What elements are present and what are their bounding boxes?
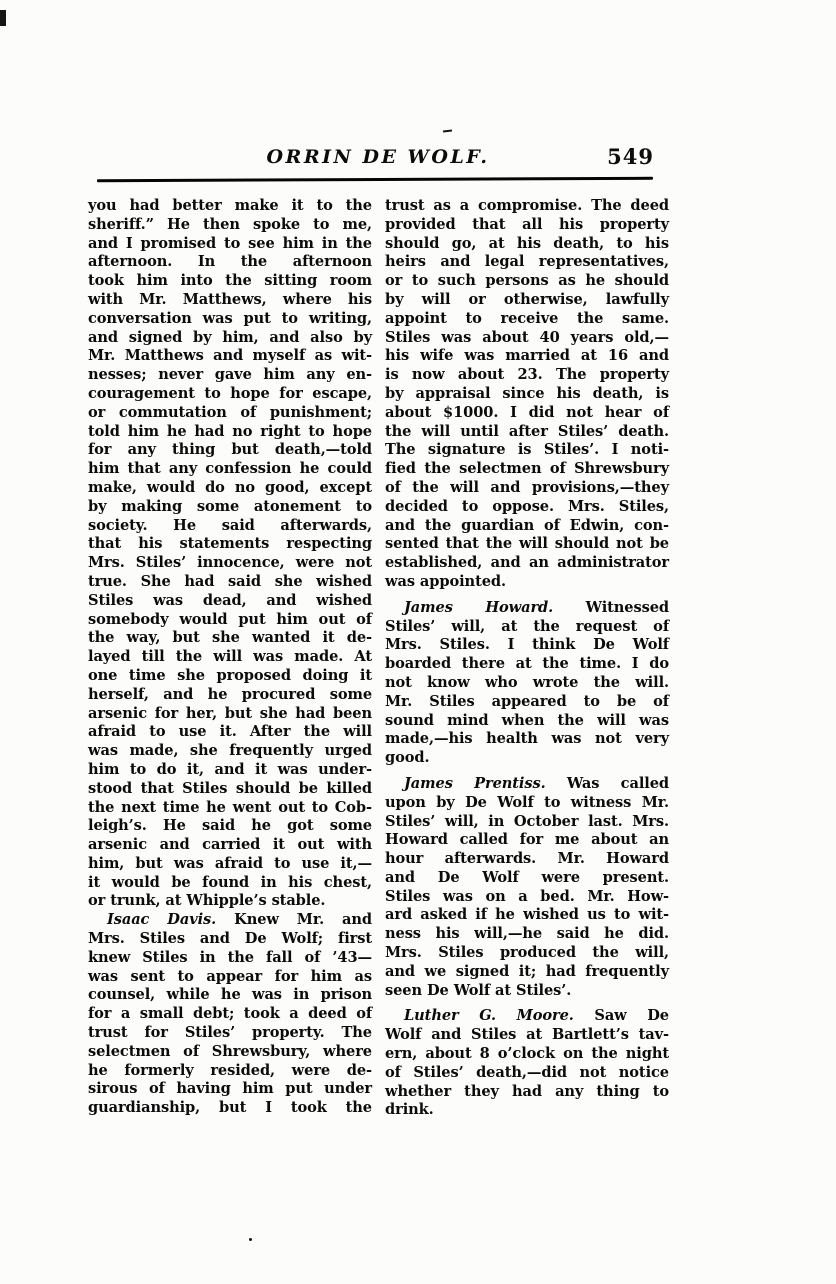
page-header (88, 144, 668, 174)
witness-name: Luther G. Moore. (404, 1007, 574, 1025)
text-line: and De Wolf were present. (385, 868, 669, 886)
text-line: Mr. Stiles appeared to be of (385, 692, 669, 710)
text-line: his wife was married at 16 and (385, 347, 669, 365)
text-line (385, 599, 669, 618)
text-line: fied the selectmen of Shrewsbury (385, 460, 669, 478)
text-line: or trunk, at Whipple’s stable. (88, 892, 326, 910)
text-line: the will until after Stiles’ death. (385, 422, 669, 440)
paragraph (385, 1007, 669, 1120)
text-line: by appraisal since his death, is (385, 384, 669, 402)
text-line: sound mind when the will was (385, 711, 669, 729)
text-line: him, but was afraid to use it,— (88, 854, 372, 872)
text-line: hour afterwards. Mr. Howard (385, 850, 669, 868)
line-text: Knew Mr. and (234, 911, 373, 929)
text-line: guardianship, but I took the (88, 1099, 372, 1117)
text-line: Stiles’ will, in October last. Mrs. (385, 812, 669, 830)
text-line: the way, but she wanted it de- (88, 629, 372, 647)
text-line: ness his will,—he said he did. (385, 925, 669, 943)
text-line: whether they had any thing to (385, 1082, 669, 1100)
text-line: the next time he went out to Cob- (88, 798, 372, 816)
text-line: Mr. Matthews and myself as wit- (88, 347, 372, 365)
page-number: 549 (607, 144, 654, 169)
text-line (385, 775, 669, 794)
text-line: told him he had no right to hope (88, 422, 372, 440)
text-line: herself, and he procured some (88, 685, 372, 703)
text-line (88, 911, 372, 930)
text-line: is now about 23. The property (385, 366, 669, 384)
text-line: drink. (385, 1101, 434, 1119)
text-line: Mrs. Stiles produced the will, (385, 944, 669, 962)
text-line: stood that Stiles should be killed (88, 779, 372, 797)
text-line: arsenic and carried it out with (88, 836, 372, 854)
header-rule (97, 177, 653, 182)
text-line: made,—his health was not very (385, 730, 669, 748)
paragraph (385, 197, 669, 592)
text-line: for a small debt; took a deed of (88, 1005, 372, 1023)
text-line: sented that the will should not be (385, 535, 669, 553)
text-line: afternoon. In the afternoon (88, 253, 372, 271)
text-line: trust as a compromise. The deed (385, 197, 669, 214)
text-line: society. He said afterwards, (88, 516, 372, 534)
text-line: Wolf and Stiles at Bartlett’s tav- (385, 1026, 669, 1044)
text-line: layed till the will was made. At (88, 648, 372, 666)
witness-name: James Prentiss. (404, 774, 546, 792)
ink-speck (443, 130, 452, 133)
paragraph (385, 599, 669, 768)
text-line: leigh’s. He said he got some (88, 817, 372, 835)
text-line: and we signed it; had frequently (385, 962, 669, 980)
text-line: make, would do no good, except (88, 478, 372, 496)
text-line: heirs and legal representatives, (385, 253, 669, 271)
text-line: counsel, while he was in prison (88, 986, 372, 1004)
text-line: somebody would put him out of (88, 610, 372, 628)
text-line: about $1000. I did not hear of (385, 403, 669, 421)
text-line: one time she proposed doing it (88, 666, 372, 684)
text-line: of Stiles’ death,—did not notice (385, 1063, 669, 1081)
text-line: with Mr. Matthews, where his (88, 290, 372, 308)
text-line: it would be found in his chest, (88, 873, 372, 891)
line-text: Witnessed (585, 598, 669, 616)
text-line: upon by De Wolf to witness Mr. (385, 793, 669, 811)
text-line: The signature is Stiles’. I noti- (385, 441, 669, 459)
text-line: of the will and provisions,—they (385, 478, 669, 496)
text-line: should go, at his death, to his (385, 234, 669, 252)
text-line: and I promised to see him in the (88, 234, 372, 252)
text-column-right (385, 197, 669, 1120)
text-line: and the guardian of Edwin, con- (385, 516, 669, 534)
text-line: not know who wrote the will. (385, 673, 669, 691)
text-line: by will or otherwise, lawfully (385, 290, 669, 308)
text-column-left (88, 197, 372, 1118)
text-line: knew Stiles in the fall of ’43— (88, 948, 372, 966)
ink-speck (0, 10, 6, 26)
text-line: Howard called for me about an (385, 831, 669, 849)
text-line: arsenic for her, but she had been (88, 704, 372, 722)
text-line: Mrs. Stiles. I think De Wolf (385, 636, 669, 654)
paragraph (88, 197, 372, 911)
text-line: was sent to appear for him as (88, 967, 372, 985)
text-line: couragement to hope for escape, (88, 384, 372, 402)
witness-name: Isaac Davis. (107, 911, 217, 929)
text-line: appoint to receive the same. (385, 309, 669, 327)
text-line: Stiles was on a bed. Mr. How- (385, 887, 669, 905)
text-line: sheriff.” He then spoke to me, (88, 215, 372, 233)
text-line: or commutation of punishment; (88, 403, 372, 421)
ink-speck (249, 1238, 252, 1241)
text-line: afraid to use it. After the will (88, 723, 372, 741)
text-line: good. (385, 749, 430, 767)
text-line: was appointed. (385, 572, 506, 590)
text-line: he formerly resided, were de- (88, 1061, 372, 1079)
paragraph (385, 775, 669, 1001)
text-line (385, 1007, 669, 1026)
text-line: you had better make it to the (88, 197, 372, 214)
text-line: was made, she frequently urged (88, 742, 372, 760)
text-line: Stiles was dead, and wished (88, 591, 372, 609)
text-line: boarded there at the time. I do (385, 655, 669, 673)
text-line: nesses; never gave him any en- (88, 366, 372, 384)
text-line: decided to oppose. Mrs. Stiles, (385, 497, 669, 515)
line-text: Saw De (594, 1007, 669, 1025)
witness-name: James Howard. (404, 598, 554, 616)
text-line: for any thing but death,—told (88, 441, 372, 459)
text-line: conversation was put to writing, (88, 309, 372, 327)
text-line: and signed by him, and also by (88, 328, 372, 346)
text-line: Stiles was about 40 years old,— (385, 328, 669, 346)
text-line: true. She had said she wished (88, 572, 372, 590)
text-line: provided that all his property (385, 215, 669, 233)
text-line: by making some atonement to (88, 497, 372, 515)
text-line: Mrs. Stiles and De Wolf; first (88, 930, 372, 948)
text-line: ard asked if he wished us to wit- (385, 906, 669, 924)
text-line: seen De Wolf at Stiles’. (385, 981, 572, 999)
text-line: that his statements respecting (88, 535, 372, 553)
text-line: established, and an administrator (385, 554, 669, 572)
paragraph (88, 911, 372, 1118)
line-text: Was called (566, 774, 670, 792)
text-line: ern, about 8 o’clock on the night (385, 1045, 669, 1063)
text-line: took him into the sitting room (88, 272, 372, 290)
text-line: him that any confession he could (88, 460, 372, 478)
text-line: sirous of having him put under (88, 1080, 372, 1098)
text-line: selectmen of Shrewsbury, where (88, 1042, 372, 1060)
text-line: Mrs. Stiles’ innocence, were not (88, 554, 372, 572)
text-line: or to such persons as he should (385, 272, 669, 290)
text-line: Stiles’ will, at the request of (385, 617, 669, 635)
text-line: trust for Stiles’ property. The (88, 1024, 372, 1042)
running-title: ORRIN DE WOLF. (266, 146, 490, 168)
text-line: him to do it, and it was under- (88, 760, 372, 778)
